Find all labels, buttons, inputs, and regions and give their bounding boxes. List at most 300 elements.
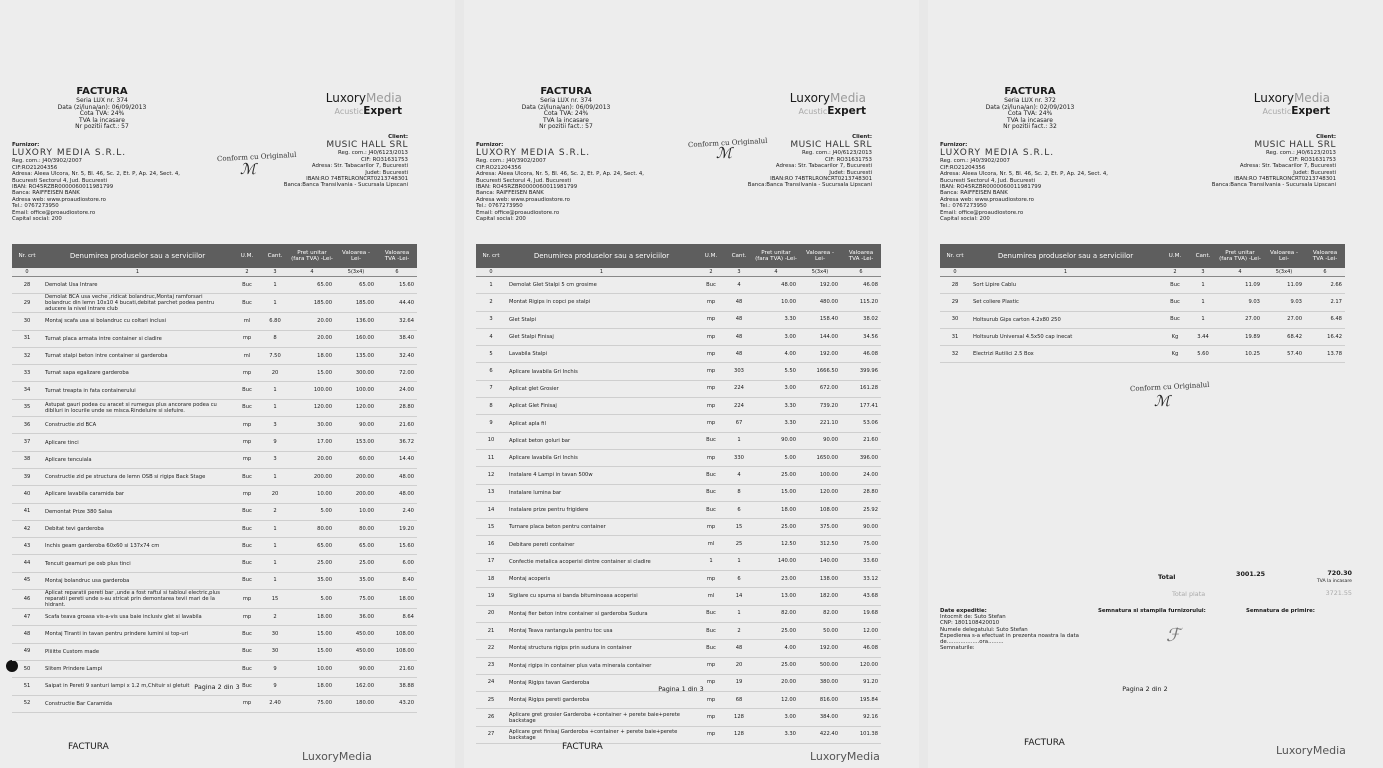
item-cell: 12: [476, 467, 506, 484]
column-index: 3: [1189, 268, 1217, 277]
item-cell: mp: [233, 695, 261, 712]
table-row: [476, 709, 881, 726]
item-cell: 90.00: [841, 519, 881, 536]
item-cell: 17.00: [289, 434, 335, 451]
total-label: Total: [1158, 573, 1176, 581]
item-cell: 38: [12, 451, 42, 468]
item-description: Confectie metalica acoperisi dintre container si cladire: [506, 553, 697, 570]
invoice-vat: Cota TVA: 24%: [1007, 110, 1053, 118]
item-cell: 396.00: [841, 449, 881, 466]
item-cell: 10.00: [335, 503, 377, 520]
item-cell: 25.00: [289, 555, 335, 572]
item-description: Slitem Prindere Lampi: [42, 660, 233, 677]
item-cell: 14: [476, 501, 506, 518]
item-cell: 15: [725, 519, 753, 536]
item-cell: 128: [725, 726, 753, 743]
invoice-vat-cash: TVA la incasare: [543, 116, 589, 124]
item-cell: 312.50: [799, 536, 841, 553]
item-cell: 28.80: [377, 399, 417, 416]
item-cell: 221.10: [799, 415, 841, 432]
item-cell: 739.20: [799, 398, 841, 415]
item-cell: 27.00: [1263, 311, 1305, 328]
item-cell: Buc: [233, 399, 261, 416]
item-cell: 25.00: [753, 622, 799, 639]
item-cell: 18.00: [753, 501, 799, 518]
column-index: 1: [506, 268, 697, 277]
item-cell: 31: [12, 330, 42, 347]
item-cell: Buc: [697, 640, 725, 657]
item-cell: 153.00: [335, 434, 377, 451]
item-description: Turnat placa armata intre container si cladire: [42, 330, 233, 347]
column-index: 0: [476, 268, 506, 277]
item-cell: 41: [12, 503, 42, 520]
item-cell: 15.00: [753, 484, 799, 501]
item-cell: 19.89: [1217, 328, 1263, 345]
item-cell: 200.00: [289, 468, 335, 485]
item-cell: 224: [725, 380, 753, 397]
item-cell: 35: [12, 399, 42, 416]
item-description: Aplicare lavabila caramida bar: [42, 486, 233, 503]
expedition-block: Date expeditie: Intocmit de: Suto Stefan CNP: 1801108420010 Numele delegatului: Suto Stefan Expedierea s-a efectuat in prezenta noastra la data de...................ora......... Semnaturile:: [940, 608, 1079, 652]
item-description: Aplicare gret finisaj Garderoba +container + perete baie+perete backstage: [506, 726, 697, 743]
item-cell: 450.00: [335, 626, 377, 643]
item-cell: 25: [476, 692, 506, 709]
column-header: Pret unitar (fara TVA) -Lei-: [289, 244, 335, 268]
table-row: [476, 294, 881, 311]
item-cell: mp: [697, 449, 725, 466]
item-cell: 120.00: [289, 399, 335, 416]
item-cell: Buc: [1161, 294, 1189, 311]
item-cell: mp: [697, 657, 725, 674]
item-cell: 68.42: [1263, 328, 1305, 345]
signature: ℳ: [1154, 392, 1171, 410]
item-cell: 1: [261, 294, 289, 313]
item-cell: 1: [261, 520, 289, 537]
invoice-title: FACTURA: [1004, 86, 1056, 97]
item-cell: Buc: [233, 660, 261, 677]
table-row: [476, 328, 881, 345]
item-cell: 5: [476, 346, 506, 363]
item-cell: Buc: [697, 501, 725, 518]
item-cell: 19.20: [377, 520, 417, 537]
item-cell: 3.30: [753, 311, 799, 328]
item-cell: 5.00: [289, 590, 335, 609]
item-cell: 32.64: [377, 313, 417, 330]
item-cell: 1: [261, 538, 289, 555]
invoice-date: Data (zi/luna/an): 02/09/2013: [985, 103, 1075, 111]
item-cell: 65.00: [335, 277, 377, 294]
item-cell: 3.30: [753, 398, 799, 415]
table-row: [476, 536, 881, 553]
item-cell: 22: [476, 640, 506, 657]
item-cell: 480.00: [799, 294, 841, 311]
item-cell: 36.72: [377, 434, 417, 451]
item-cell: 162.00: [335, 678, 377, 695]
item-description: Debitat tevi garderoba: [42, 520, 233, 537]
item-cell: 9: [261, 434, 289, 451]
item-cell: 44: [12, 555, 42, 572]
item-cell: 37: [12, 434, 42, 451]
item-cell: 4: [725, 277, 753, 294]
item-cell: 6.48: [1305, 311, 1345, 328]
item-cell: 28: [940, 277, 970, 294]
item-cell: 36.00: [335, 609, 377, 626]
table-row: [476, 449, 881, 466]
item-cell: 120.00: [335, 399, 377, 416]
item-cell: 1: [725, 432, 753, 449]
item-description: Inchis geam garderoba 60x60 si 137x74 cm: [42, 538, 233, 555]
item-cell: 21.60: [841, 432, 881, 449]
item-cell: 1: [261, 572, 289, 589]
column-header: Nr. crt: [12, 244, 42, 268]
item-cell: 15.60: [377, 538, 417, 555]
table-row: [12, 434, 417, 451]
column-index: 3: [725, 268, 753, 277]
item-cell: 30: [261, 626, 289, 643]
item-cell: 10: [476, 432, 506, 449]
item-cell: 82.00: [799, 605, 841, 622]
column-header: Denumirea produselor sau a serviciilor: [970, 244, 1161, 268]
column-index: 4: [289, 268, 335, 277]
total-pay-value: 3721.55: [1325, 589, 1352, 597]
table-row: [476, 398, 881, 415]
item-description: Montaj structura rigips prin sudura in container: [506, 640, 697, 657]
item-cell: 500.00: [799, 657, 841, 674]
item-cell: 1: [1189, 311, 1217, 328]
item-cell: 144.00: [799, 328, 841, 345]
item-cell: 161.28: [841, 380, 881, 397]
item-cell: 101.38: [841, 726, 881, 743]
item-cell: 5.50: [753, 363, 799, 380]
item-cell: 13: [476, 484, 506, 501]
item-cell: 65.00: [335, 538, 377, 555]
invoice-series: Seria LUX nr. 372: [1004, 97, 1056, 104]
item-cell: 47: [12, 609, 42, 626]
invoice-title: FACTURA: [540, 86, 592, 97]
item-cell: mp: [697, 294, 725, 311]
table-row: [12, 294, 417, 313]
item-cell: mp: [697, 692, 725, 709]
item-cell: 200.00: [335, 468, 377, 485]
item-cell: Kg: [1161, 328, 1189, 345]
item-cell: 15: [476, 519, 506, 536]
invoice-title: FACTURA: [76, 86, 128, 97]
items-table: [12, 244, 417, 713]
item-description: Instalare prize pentru frigidere: [506, 501, 697, 518]
table-row: [476, 519, 881, 536]
item-cell: 6.80: [261, 313, 289, 330]
item-cell: Buc: [233, 538, 261, 555]
item-cell: 75.00: [841, 536, 881, 553]
item-cell: 75.00: [289, 695, 335, 712]
item-cell: 158.40: [799, 311, 841, 328]
table-row: [476, 311, 881, 328]
item-cell: 53.06: [841, 415, 881, 432]
item-cell: 65.00: [289, 277, 335, 294]
column-index: 4: [1217, 268, 1263, 277]
invoice-series: Seria LUX nr. 374: [540, 97, 592, 104]
item-cell: 32.40: [377, 347, 417, 364]
table-row: [12, 347, 417, 364]
item-cell: 34.56: [841, 328, 881, 345]
item-cell: 4: [725, 467, 753, 484]
item-cell: 1: [725, 553, 753, 570]
item-cell: 40: [12, 486, 42, 503]
item-cell: 11: [476, 449, 506, 466]
item-cell: 26: [476, 709, 506, 726]
item-cell: 182.00: [799, 588, 841, 605]
company-logo: LuxoryMedia AcusticExpert: [789, 91, 866, 117]
item-cell: 1: [697, 553, 725, 570]
item-cell: 1666.50: [799, 363, 841, 380]
item-cell: 18.00: [289, 609, 335, 626]
item-description: Pliiitte Custom made: [42, 643, 233, 660]
item-cell: 45: [12, 572, 42, 589]
item-cell: 3: [261, 451, 289, 468]
table-row: [476, 588, 881, 605]
table-row: [476, 501, 881, 518]
item-description: Debitare pereti container: [506, 536, 697, 553]
item-cell: 3: [476, 311, 506, 328]
item-cell: Buc: [697, 432, 725, 449]
item-description: Holtsurub Gips carton 4.2x80 250: [970, 311, 1161, 328]
item-cell: mp: [233, 486, 261, 503]
column-header: U.M.: [1161, 244, 1189, 268]
table-row: [12, 277, 417, 294]
table-row: [12, 590, 417, 609]
item-cell: Buc: [233, 277, 261, 294]
item-cell: 90.00: [799, 432, 841, 449]
invoice-page-2: FACTURA Seria LUX nr. 374 Data (zi/luna/an): 06/09/2013 Cota TVA: 24% TVA la incasare Nr pozitii fact.: 57 LuxoryMedia AcusticExpert Furnizor: LUXORY MEDIA S.R.L. Reg. com.: J40/3902/2007 CIF:RO21204356 Adresa: Aleea Ulcora, Nr. 5, Bl. 46, Sc. 2, Et. P, Ap. 24, Sect. 4, Bucuresti Sectorul 4, Jud. Bucuresti IBAN: RO45RZBR0000060011981799 Banca: RAIFFEISEN BANK Adresa web: www.proaudiostore.ro Tel.: 0767273950 Email: office@proaudiostore.ro Capital social: 200 Conform cu Originalul ℳ Client: MUSIC HALL SRL Reg. com.: J40/6123/2013 CIF: RO31631753 Adresa: Str. Tabacarilor 7, Bucuresti Judet: Bucuresti IBAN:RO 74BTRLRONCRT0213748301 Banca:Banca Transilvania - Sucursala Lipscani Nr. crt Denumirea produselor sau a serviciilor U.M. Cant. Pret unitar (fara TVA) -Lei- Valoarea -Lei- Valoarea TVA -Lei- 0 1 2 3 4 5(3x4) 6 1 Demolat Glet Stalpi 5 cm grosime Buc 4 48.00 192.00 46.08 2 Montat Rigips in copci pe stalpi mp 48 10.00 480.00 115.20 3 Glet Stalpi mp 48 3.30 158.40 38.02 4 Glet Stalpi Finisaj mp 48 3.00 144.00 34.56 5 Lavabila Stalpi mp 48 4.00 192.00 46.08 6 Aplicare lavabila Gri Inchis mp 303 5.50 1666.50 399.96 7 Aplicat glet Grosier mp 224 3.00 672.00 161.28 8 Aplicat Glet Finisaj mp 224 3.30 739.20 177.41 9 Aplicat apla fil mp 67 3.30 221.10 53.06 10 Aplicat beton goluri bar Buc 1 90.00 90.00 21.60 11 Aplicare lavabila Gri Inchis mp 330 5.00 1650.00 396.00 12 Instalare 4 Lampi in tavan 500w Buc 4 25.00 100.00 24.00 13 Instalare lumina bar Buc 8 15.00 120.00 28.80 14 Instalare prize pentru frigidere Buc 6 18.00 108.00 25.92 15 Turnare placa beton pentru container mp 15 25.00 375.00 90.00 16 Debitare pereti container ml 25 12.50 312.50 75.00 17 Confectie metalica acoperisi dintre container si cladire 1 1 140.00 140.00 33.60 18 Montaj acoperis mp 6 23.00 138.00 33.12 19 Sigilare cu spuma si banda bituminoasa acoperisi ml 14 13.00 182.00 43.68 20 Montaj fier beton intre container si garderoba Sudura Buc 1 82.00 82.00 19.68 21 Montaj Teava rantangula pentru toc usa Buc 2 25.00 50.00 12.00 22 Montaj structura rigips prin sudura in container Buc 48 4.00 192.00 46.08 23 Montaj rigips in container plus vata minerala container mp 20 25.00 500.00 120.00 24 Montaj Rigips tavan Garderoba mp 19 20.00 380.00 91.20 25 Montaj Rigips pereti garderoba mp 68 12.00 816.00 195.84 26 Aplicare gret grosier Garderoba +container + perete baie+perete backstage mp 128 3.00 384.00 92.16 27 Aplicare gret finisaj Garderoba +container + perete baie+perete backstage mp 128 3.30 422.40 101.38 Pagina 1 din 3 FACTURA LuxoryMedia: [464, 0, 919, 768]
item-cell: 49: [12, 643, 42, 660]
table-row: [476, 692, 881, 709]
item-cell: 9: [261, 660, 289, 677]
item-cell: mp: [233, 365, 261, 382]
item-cell: 1: [261, 382, 289, 399]
item-description: Montat Rigips in copci pe stalpi: [506, 294, 697, 311]
item-cell: 115.20: [841, 294, 881, 311]
item-cell: 16.42: [1305, 328, 1345, 345]
item-cell: Buc: [233, 572, 261, 589]
item-cell: 4.00: [753, 640, 799, 657]
item-cell: 34: [12, 382, 42, 399]
invoice-positions: Nr pozitii fact.: 32: [1003, 123, 1057, 131]
item-cell: 185.00: [335, 294, 377, 313]
item-cell: 3.00: [753, 380, 799, 397]
item-cell: 48: [12, 626, 42, 643]
item-cell: 12.00: [841, 622, 881, 639]
item-cell: 92.16: [841, 709, 881, 726]
table-row: [476, 622, 881, 639]
item-cell: 25.00: [753, 657, 799, 674]
item-cell: 42: [12, 520, 42, 537]
item-cell: 46: [12, 590, 42, 609]
item-description: Constructie zid pe structura de lemn OSB si rigips Back Stage: [42, 468, 233, 485]
column-header: Valoarea -Lei-: [799, 244, 841, 268]
item-description: Instalare 4 Lampi in tavan 500w: [506, 467, 697, 484]
item-cell: 32: [940, 346, 970, 363]
item-cell: 5.00: [289, 503, 335, 520]
item-cell: 46.08: [841, 640, 881, 657]
table-row: [940, 294, 1345, 311]
item-cell: ml: [697, 588, 725, 605]
item-cell: Buc: [233, 294, 261, 313]
column-header: Valoarea -Lei-: [1263, 244, 1305, 268]
item-cell: 35.00: [335, 572, 377, 589]
item-description: Glet Stalpi: [506, 311, 697, 328]
item-description: Aplicare tinci: [42, 434, 233, 451]
item-cell: 6: [725, 571, 753, 588]
item-cell: 91.20: [841, 674, 881, 691]
invoice-meta: [12, 98, 192, 131]
column-header: Pret unitar (fara TVA) -Lei-: [753, 244, 799, 268]
item-cell: 20.00: [289, 451, 335, 468]
item-description: Constructie zid BCA: [42, 417, 233, 434]
item-cell: 6: [725, 501, 753, 518]
table-row: [476, 553, 881, 570]
item-cell: 46.08: [841, 346, 881, 363]
item-cell: 9: [261, 678, 289, 695]
item-cell: 15.00: [289, 365, 335, 382]
column-index: 6: [377, 268, 417, 277]
item-cell: 1: [261, 399, 289, 416]
item-cell: 17: [476, 553, 506, 570]
item-cell: 31: [940, 328, 970, 345]
item-description: Turnat sapa egalizare garderoba: [42, 365, 233, 382]
supplier-block: Furnizor: LUXORY MEDIA S.R.L. Reg. com.: J40/3902/2007 CIF:RO21204356 Adresa: Aleea Ulcora, Nr. 5, Bl. 46, Sc. 2, Et. P, Ap. 24, Sect. 4, Bucuresti Sectorul 4, Jud. Bucuresti IBAN: RO45RZBR0000060011981799 Banca: RAIFFEISEN BANK Adresa web: www.proaudiostore.ro Tel.: 0767273950 Email: office@proaudiostore.ro Capital social: 200: [940, 142, 1109, 223]
item-description: Aplicat Glet Finisaj: [506, 398, 697, 415]
table-row: [476, 657, 881, 674]
invoice-meta: [476, 98, 656, 131]
invoice-series: Seria LUX nr. 374: [76, 97, 128, 104]
item-cell: 672.00: [799, 380, 841, 397]
item-cell: 2.66: [1305, 277, 1345, 294]
item-cell: Buc: [1161, 277, 1189, 294]
item-cell: 1: [725, 605, 753, 622]
item-description: Glet Stalpi Finisaj: [506, 328, 697, 345]
item-cell: mp: [233, 434, 261, 451]
item-description: Astupat gauri podea cu aracet si rumegus plus ancorare podea cu diblluri in locurile unde se misca.Rindeluire si slefuire.: [42, 399, 233, 416]
table-row: [476, 640, 881, 657]
item-cell: 27: [476, 726, 506, 743]
table-row: [12, 417, 417, 434]
column-index: 0: [12, 268, 42, 277]
item-cell: 28.80: [841, 484, 881, 501]
item-cell: 21.60: [377, 660, 417, 677]
table-row: [12, 660, 417, 677]
item-cell: 15.00: [289, 626, 335, 643]
item-description: Constructie Bar Caramida: [42, 695, 233, 712]
item-cell: 18.00: [377, 590, 417, 609]
item-cell: 2: [725, 622, 753, 639]
item-cell: 20.00: [753, 674, 799, 691]
item-cell: Buc: [697, 605, 725, 622]
item-description: Lavabila Stalpi: [506, 346, 697, 363]
item-description: Saipat in Pereti 9 santuri lampi x 1.2 m,Chituir si gletuit: [42, 678, 233, 695]
item-cell: 19.68: [841, 605, 881, 622]
item-cell: ml: [233, 347, 261, 364]
supplier-block: Furnizor: LUXORY MEDIA S.R.L. Reg. com.: J40/3902/2007 CIF:RO21204356 Adresa: Aleea Ulcora, Nr. 5, Bl. 46, Sc. 2, Et. P, Ap. 24, Sect. 4, Bucuresti Sectorul 4, Jud. Bucuresti IBAN: RO45RZBR0000060011981799 Banca: RAIFFEISEN BANK Adresa web: www.proaudiostore.ro Tel.: 0767273950 Email: office@proaudiostore.ro Capital social: 200: [12, 142, 181, 223]
item-description: Set coliere Plastic: [970, 294, 1161, 311]
item-cell: 5.60: [1189, 346, 1217, 363]
column-header: Valoarea -Lei-: [335, 244, 377, 268]
item-description: Turnare placa beton pentru container: [506, 519, 697, 536]
company-logo: LuxoryMedia AcusticExpert: [1253, 91, 1330, 117]
table-row: [12, 313, 417, 330]
item-cell: 29: [12, 294, 42, 313]
column-header: Pret unitar (fara TVA) -Lei-: [1217, 244, 1263, 268]
table-row: [12, 468, 417, 485]
item-cell: 25.92: [841, 501, 881, 518]
item-cell: mp: [697, 519, 725, 536]
item-cell: mp: [697, 726, 725, 743]
item-cell: 13.78: [1305, 346, 1345, 363]
conform-stamp: Conform cu Originalul: [687, 136, 768, 150]
table-row: [12, 572, 417, 589]
item-cell: 7.50: [261, 347, 289, 364]
item-cell: mp: [697, 363, 725, 380]
item-cell: 1: [1189, 294, 1217, 311]
item-cell: 4: [476, 328, 506, 345]
supplier-signature-label: Semnatura si stampila furnizorului:: [1098, 608, 1206, 614]
table-row: [940, 311, 1345, 328]
table-row: [12, 626, 417, 643]
item-cell: 38.02: [841, 311, 881, 328]
item-description: Aplicat reparatii pereti bar ,unde a fost raftul si tabloul electric,plus reparatii pereti unde s-au stricat prin demontarea tevii mari de la hidrant.: [42, 590, 233, 609]
item-cell: 38.88: [377, 678, 417, 695]
item-cell: Buc: [233, 678, 261, 695]
item-description: Demolat BCA usa veche ,ridicat bolandruc,Montaj ramforsari bolandruc din lemn 10x10 4 bucati,debitat parchet podea pentru aducere la nivel intrare club: [42, 294, 233, 313]
column-header: Nr. crt: [476, 244, 506, 268]
item-cell: 38.40: [377, 330, 417, 347]
invoice-vat: Cota TVA: 24%: [543, 110, 589, 118]
item-cell: 33.60: [841, 553, 881, 570]
item-cell: 10.25: [1217, 346, 1263, 363]
item-cell: 20: [261, 486, 289, 503]
delegate-signature: ℱ: [1166, 625, 1181, 646]
item-description: Turnat stalpi beton intre container si garderoba: [42, 347, 233, 364]
column-index: 2: [697, 268, 725, 277]
item-cell: 12.50: [753, 536, 799, 553]
item-cell: Buc: [233, 468, 261, 485]
item-cell: 30: [261, 643, 289, 660]
column-index: 3: [261, 268, 289, 277]
item-description: Electrizi Rutilici 2.5 Box: [970, 346, 1161, 363]
column-index: 4: [753, 268, 799, 277]
invoice-positions: Nr pozitii fact.: 57: [539, 123, 593, 131]
item-description: Montaj Teava rantangula pentru toc usa: [506, 622, 697, 639]
item-cell: 82.00: [753, 605, 799, 622]
item-cell: 24.00: [841, 467, 881, 484]
column-index: 5(3x4): [335, 268, 377, 277]
item-cell: mp: [697, 674, 725, 691]
item-cell: Kg: [1161, 346, 1189, 363]
item-cell: 10.00: [289, 660, 335, 677]
item-cell: 29: [940, 294, 970, 311]
item-cell: 330: [725, 449, 753, 466]
item-cell: 48: [725, 328, 753, 345]
item-cell: 8.40: [377, 572, 417, 589]
item-cell: 90.00: [335, 660, 377, 677]
item-cell: 3.30: [753, 415, 799, 432]
item-cell: 18.00: [289, 678, 335, 695]
item-description: Demolat Glet Stalpi 5 cm grosime: [506, 277, 697, 294]
item-cell: mp: [697, 415, 725, 432]
column-index: 5(3x4): [1263, 268, 1305, 277]
table-row: [476, 484, 881, 501]
item-cell: 15.60: [377, 277, 417, 294]
item-cell: Buc: [697, 467, 725, 484]
